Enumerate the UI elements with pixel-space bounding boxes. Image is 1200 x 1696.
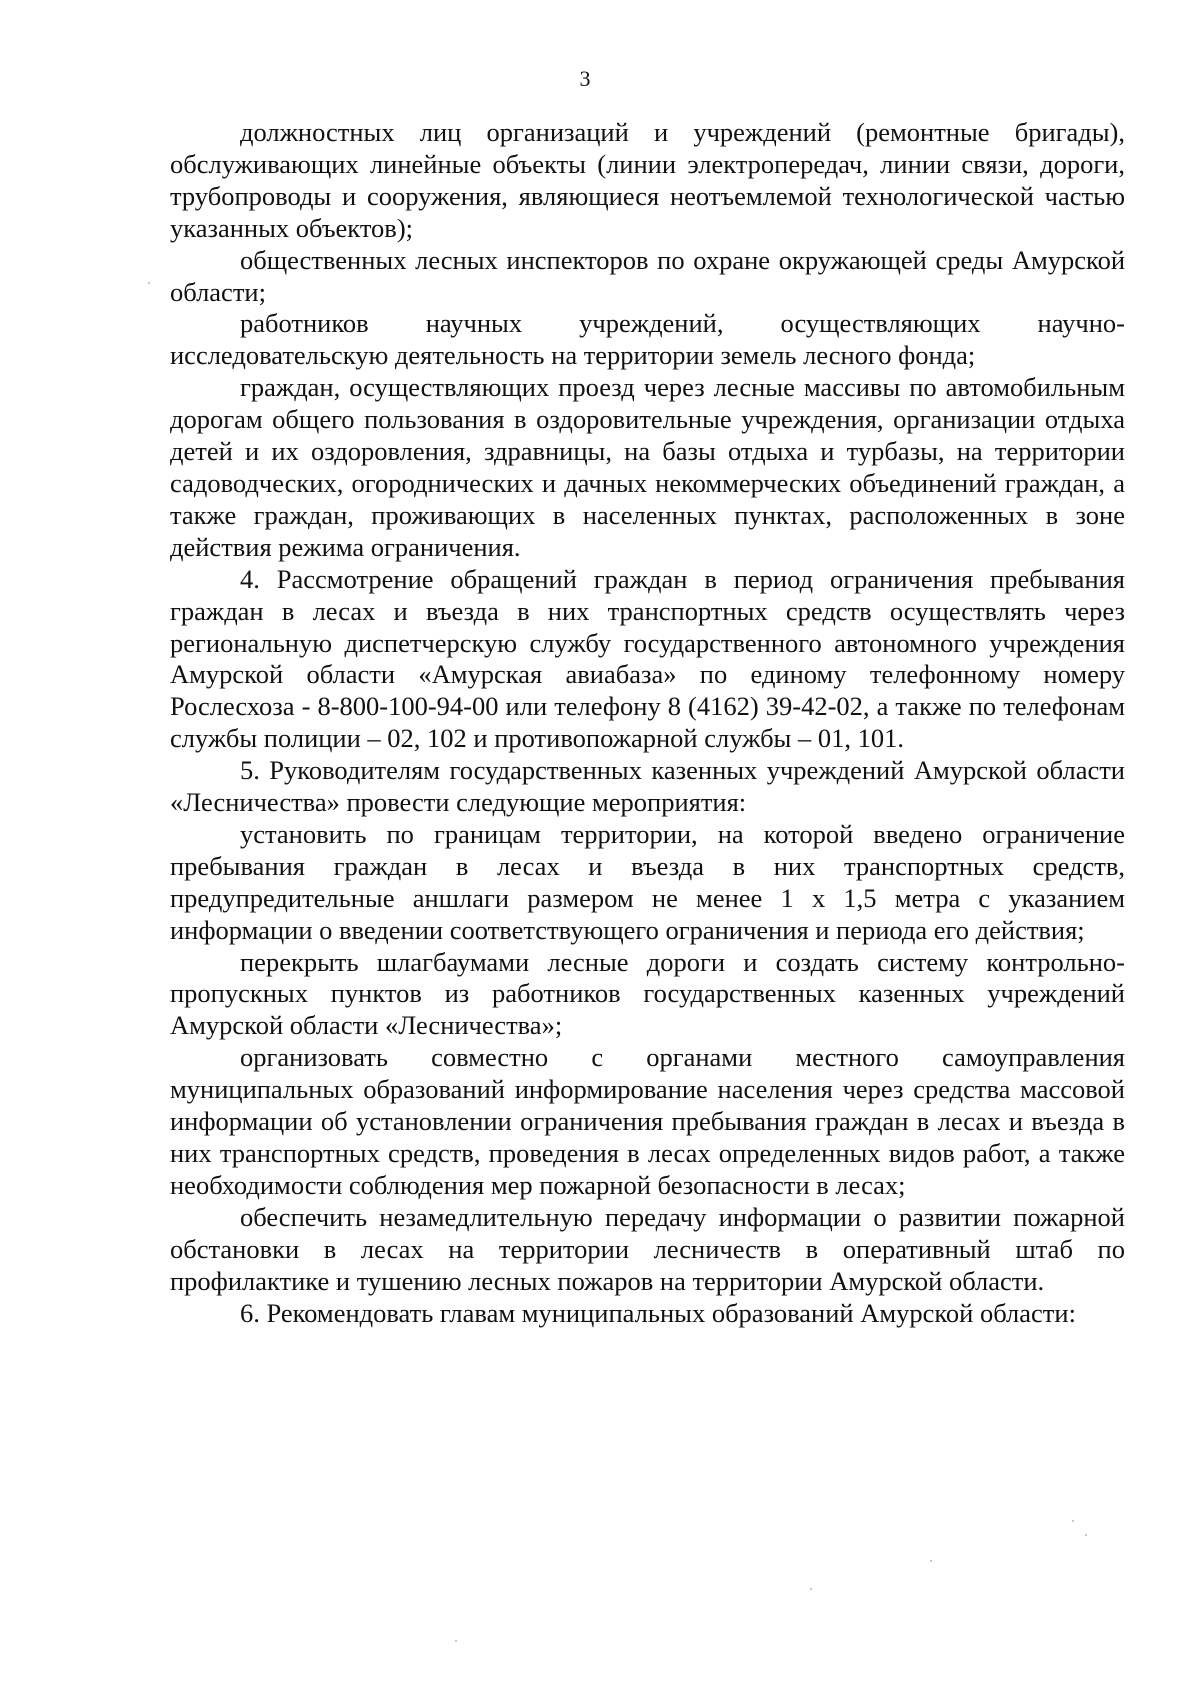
paragraph-item-5-forestries: 5. Руководителям государственных казенных учреждений Амурской области «Лесничества» провести следующие мероприятия: <box>170 755 1125 818</box>
scan-speck <box>1072 1520 1074 1522</box>
paragraph-barriers: перекрыть шлагбаумами лесные дороги и создать систему контрольно-пропускных пунктов из работников государственных казенных учреждений Амурской области «Лесничества»; <box>170 946 1125 1041</box>
scan-speck <box>930 1560 932 1562</box>
page-number: 3 <box>579 66 591 91</box>
scan-speck <box>810 1588 812 1590</box>
paragraph-officials: должностных лиц организаций и учреждений (ремонтные бригады), обслуживающих линейные объекты (линии электропередач, линии связи, дороги, трубопроводы и сооружения, являющиеся неотъемлемой технологической частью указанных объектов); <box>170 117 1125 243</box>
document-body <box>170 117 1125 1329</box>
paragraph-forest-inspectors: общественных лесных инспекторов по охране окружающей среды Амурской области; <box>170 244 1125 307</box>
paragraph-public-information: организовать совместно с органами местного самоуправления муниципальных образований информирование населения через средства массовой информации об установлении ограничения пребывания граждан в лесах и въезда в них транспортных средств, проведения в лесах определенных видов работ, а также необходимости соблюдения мер пожарной безопасности в лесах; <box>170 1042 1125 1200</box>
paragraph-researchers: работников научных учреждений, осуществляющих научно-исследовательскую деятельность на территории земель лесного фонда; <box>170 308 1125 371</box>
paragraph-item-4-appeals: 4. Рассмотрение обращений граждан в период ограничения пребывания граждан в лесах и въезда в них транспортных средств осуществлять через региональную диспетчерскую службу государственного автономного учреждения Амурской области «Амурская авиабаза» по единому телефонному номеру Рослесхоза - 8-800-100-94-00 или телефону 8 (4162) 39-42-02, а также по телефонам службы полиции – 02, 102 и противопожарной службы – 01, 101. <box>170 563 1125 754</box>
paragraph-fire-reporting: обеспечить незамедлительную передачу информации о развитии пожарной обстановки в лесах на территории лесничеств в оперативный штаб по профилактике и тушению лесных пожаров на территории Амурской области. <box>170 1201 1125 1296</box>
scan-speck <box>455 1640 457 1642</box>
paragraph-item-6-recommend: 6. Рекомендовать главам муниципальных образований Амурской области: <box>240 1297 1076 1328</box>
paragraph-transit-citizens: граждан, осуществляющих проезд через лесные массивы по автомобильным дорогам общего пользования в оздоровительные учреждения, организации отдыха детей и их оздоровления, здравницы, на базы отдыха и турбазы, на территории садоводческих, огороднических и дачных некоммерческих объединений граждан, а также граждан, проживающих в населенных пунктах, расположенных в зоне действия режима ограничения. <box>170 372 1125 562</box>
paragraph-warning-signs: установить по границам территории, на которой введено ограничение пребывания граждан в лесах и въезда в них транспортных средств, предупредительные аншлаги размером не менее 1 х 1,5 метра с указанием информации о введении соответствующего ограничения и периода его действия; <box>170 818 1125 945</box>
scan-speck <box>148 282 150 284</box>
scan-speck <box>1085 1534 1087 1536</box>
